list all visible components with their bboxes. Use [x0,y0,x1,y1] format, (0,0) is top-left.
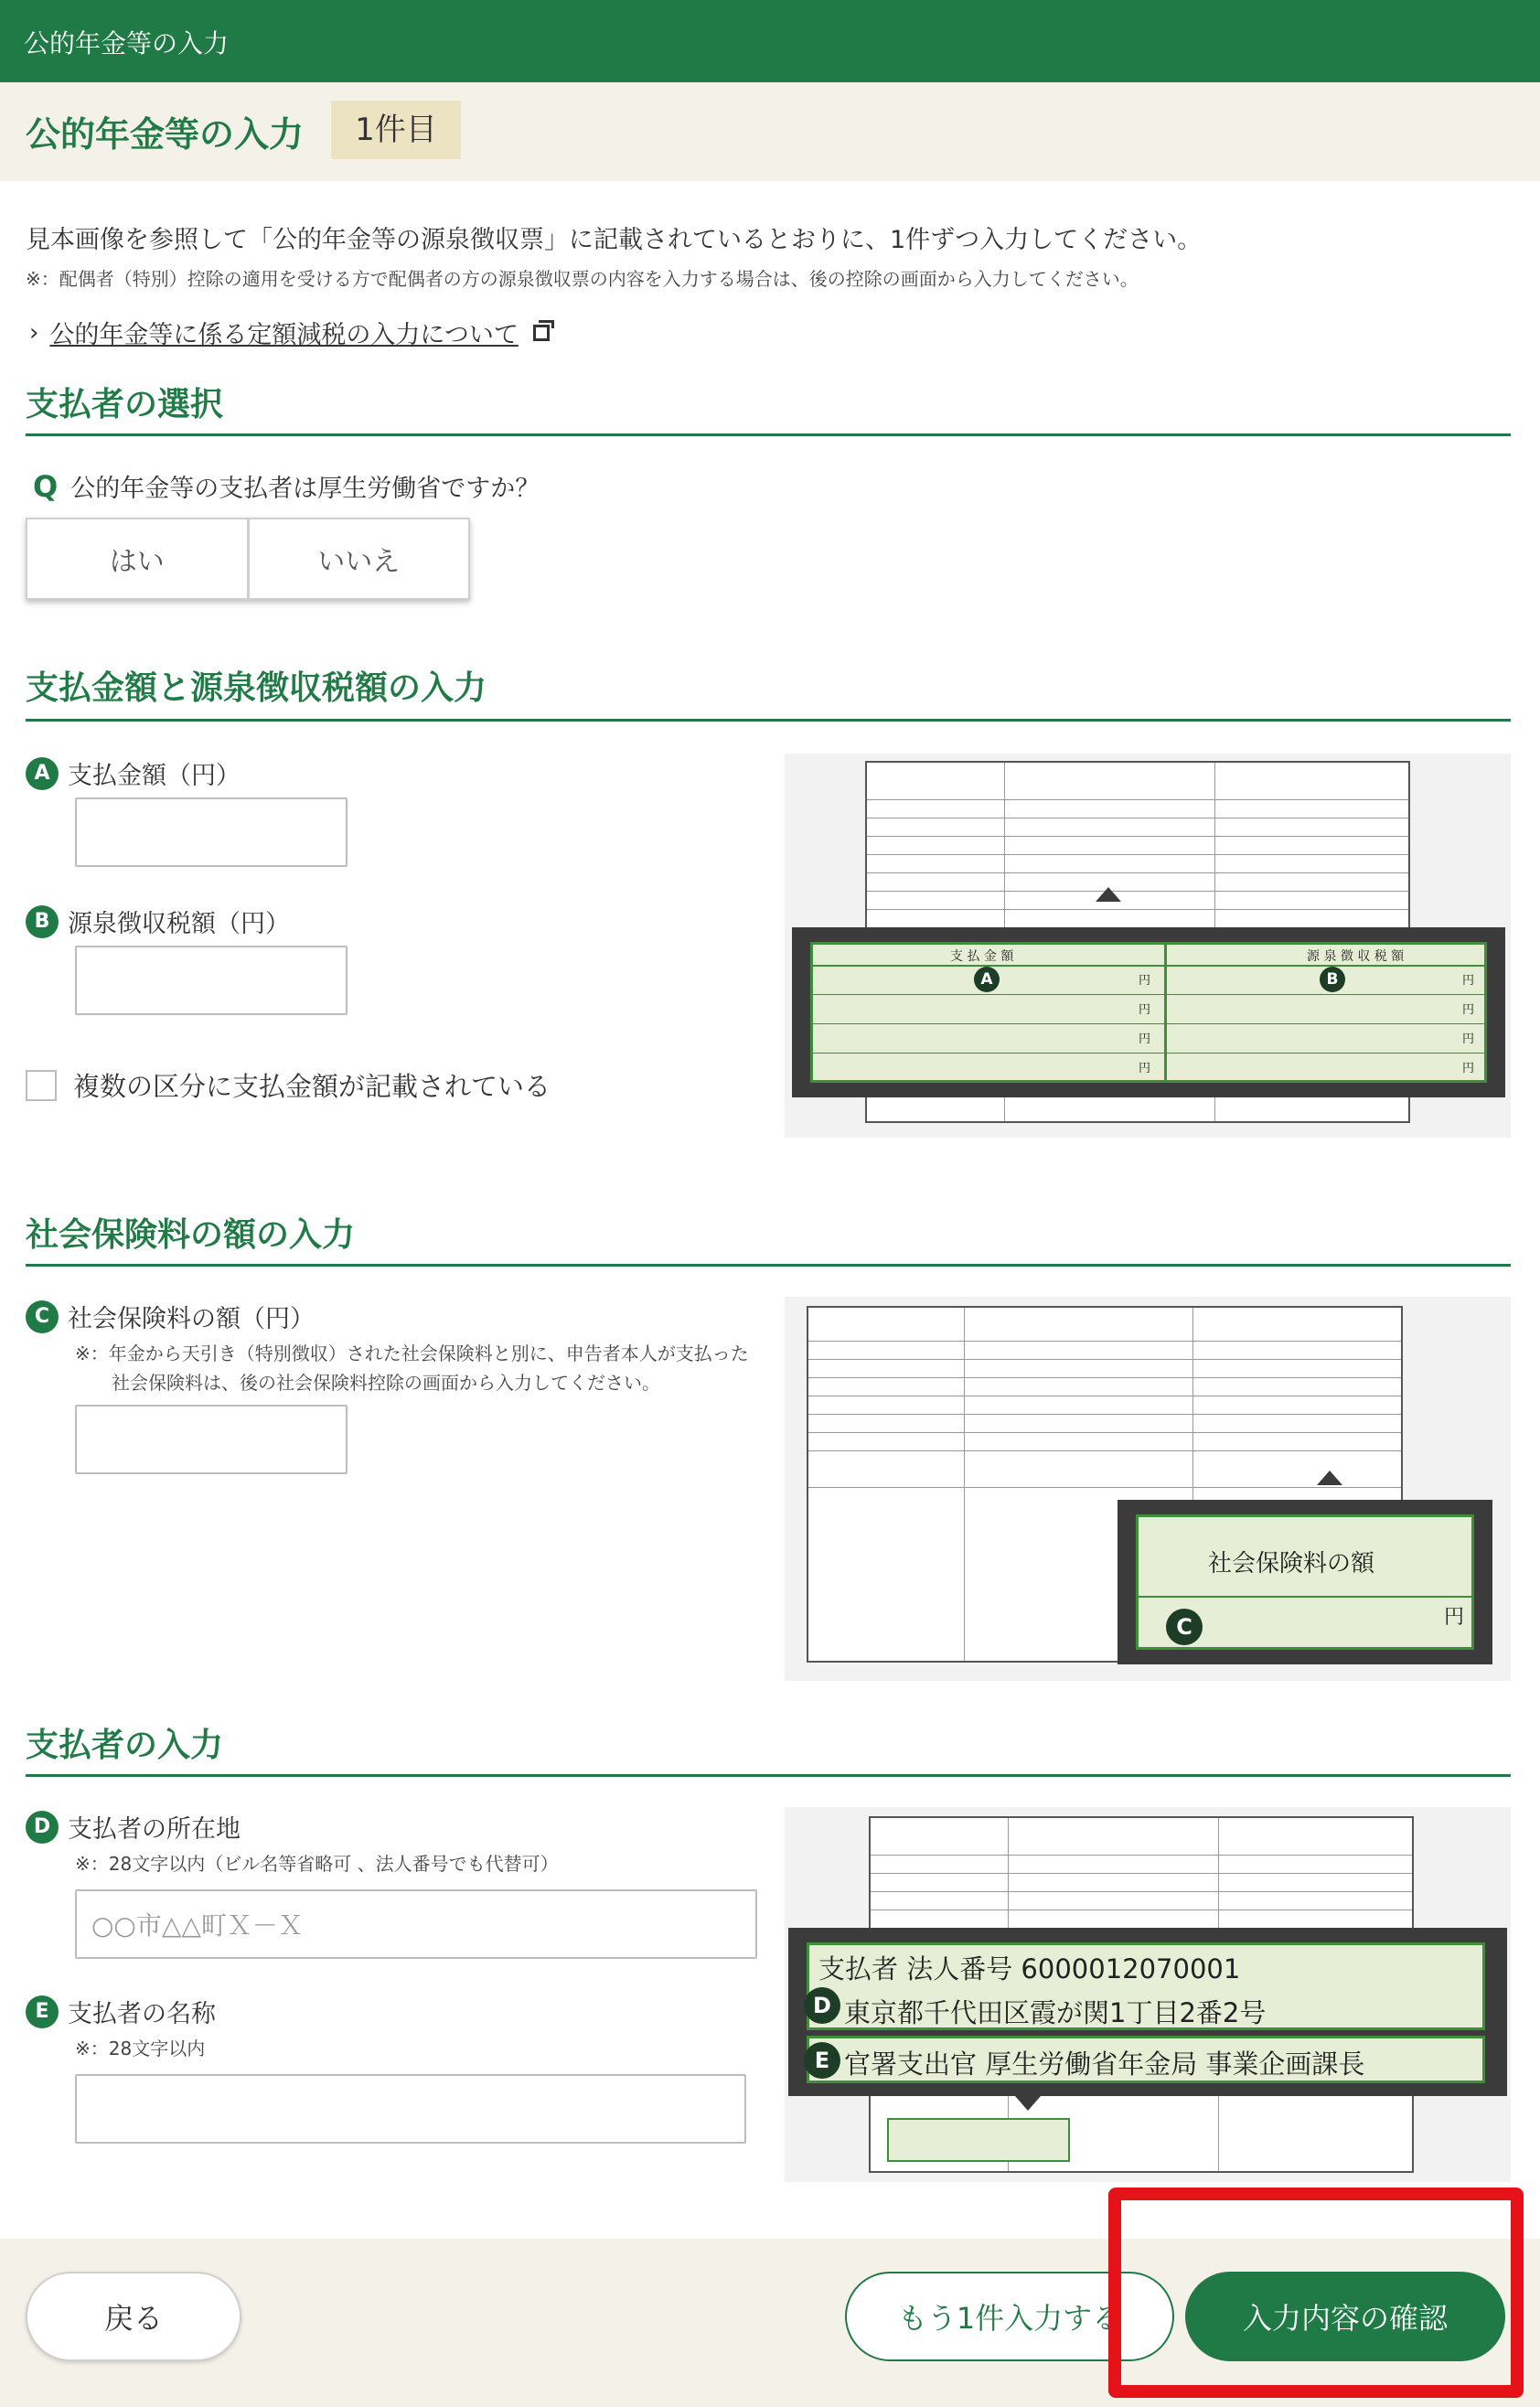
badge-e-icon: E [804,2042,840,2079]
intro-text: 見本画像を参照して「公的年金等の源泉徴収票」に記載されているとおりに、1件ずつ入力してください。 [26,226,1203,254]
social-insurance-note [75,1339,749,1397]
payer-name-input[interactable] [75,2074,746,2144]
social-insurance-label [26,1299,315,1334]
yes-button[interactable]: はい [26,518,249,600]
social-insurance-note-line1: ※：年金から天引き（特別徴収）された社会保険料と別に、申告者本人が支払った [75,1343,749,1364]
yen-label: 円 [1139,1032,1151,1046]
yen-label: 円 [1139,974,1151,988]
page-title: 公的年金等の入力 [26,114,305,155]
yen-label: 円 [1444,1606,1465,1629]
badge-c-icon: C [1166,1609,1203,1645]
section-title-payer-select: 支払者の選択 [26,386,224,423]
badge-a-icon: A [26,757,59,790]
no-button[interactable]: いいえ [249,518,471,600]
yen-label: 円 [1462,1003,1475,1017]
section-divider [26,719,1511,722]
withholding-tax-label-text: 源泉徴収税額（円） [68,910,290,938]
page-title-band [0,82,1540,181]
sample-payer-box [887,2118,1070,2162]
badge-b-icon: B [1320,967,1345,992]
badge-e-icon: E [26,1995,59,2028]
sample-image-social-insurance [785,1297,1511,1681]
sample-payer-line3: 官署支出官 厚生労働省年金局 事業企画課長 [844,2049,1365,2080]
badge-c-icon: C [26,1300,59,1333]
badge-d-icon: D [26,1811,59,1844]
callout-address-box [807,1942,1485,2030]
col-a-header: 支 払 金 額 [950,949,1014,964]
social-insurance-input[interactable] [75,1405,348,1474]
section-divider [26,1774,1511,1777]
header-bar-title: 公的年金等の入力 [24,28,230,59]
sample-payer-line1: 支払者 法人番号 6000012070001 [818,1953,1241,1984]
callout-table [810,942,1487,1083]
yen-label: 円 [1462,1032,1475,1046]
add-another-button[interactable]: もう1件入力する [845,2272,1174,2361]
confirm-input-button[interactable]: 入力内容の確認 [1185,2272,1505,2361]
col-b-header: 源 泉 徴 収 税 額 [1307,949,1405,964]
payment-amount-label-text: 支払金額（円） [68,762,241,790]
payer-yes-no-group [26,518,470,600]
help-link-label: 公的年金等に係る定額減税の入力について [49,321,519,349]
payer-name-label-text: 支払者の名称 [68,2000,216,2028]
payment-amount-label [26,755,241,791]
multi-category-checkbox-row[interactable] [26,1066,551,1104]
withholding-tax-label [26,904,290,939]
sample-image-amounts [785,754,1511,1138]
social-insurance-note-line2: 社会保険料は、後の社会保険料控除の画面から入力してください。 [112,1372,660,1394]
payer-name-note: ※：28文字以内 [75,2038,206,2059]
yen-label: 円 [1462,1062,1475,1075]
yen-label: 円 [1462,974,1475,988]
entry-count-badge: 1件目 [331,101,461,159]
external-window-icon [533,325,550,341]
yen-label: 円 [1139,1062,1151,1075]
highlight-annotation [1108,2188,1524,2398]
badge-d-icon: D [804,1987,840,2024]
sample-payer-line2: 東京都千代田区霞が関1丁目2番2号 [844,1997,1267,2028]
callout-name-box [807,2036,1485,2083]
section-title-payer-input: 支払者の入力 [26,1727,224,1764]
sample-image-payer [785,1807,1511,2182]
payer-question [33,468,540,504]
tax-reduction-help-link[interactable] [29,315,550,350]
intro-note: ※：配偶者（特別）控除の適用を受ける方で配偶者の方の源泉徴収票の内容を入力する場合は、後の控除の画面から入力してください。 [26,268,1139,290]
question-mark-icon: Q [33,468,59,504]
app-header-bar [0,0,1540,82]
sample-callout [792,927,1505,1097]
section-divider [26,433,1511,436]
callout-pointer [1015,2096,1041,2111]
payment-amount-input[interactable] [75,797,348,867]
badge-b-icon: B [26,905,59,938]
callout-title: 社会保険料の額 [1208,1550,1375,1578]
payer-address-input[interactable]: ○○市△△町Ｘ－Ｘ [75,1889,757,1959]
withholding-tax-input[interactable] [75,946,348,1015]
section-title-amounts: 支払金額と源泉徴収税額の入力 [26,669,487,707]
multi-category-checkbox[interactable] [26,1070,57,1101]
section-divider [26,1264,1511,1267]
payer-address-label-text: 支払者の所在地 [68,1815,241,1844]
payer-question-text: 公的年金等の支払者は厚生労働省ですか？ [70,475,540,503]
callout-pointer [1096,887,1121,902]
yen-label: 円 [1139,1003,1151,1017]
payer-address-note: ※：28文字以内（ビル名等省略可 、法人番号でも代替可） [75,1853,559,1875]
back-button[interactable]: 戻る [26,2272,241,2361]
payer-name-label [26,1994,216,2029]
social-insurance-label-text: 社会保険料の額（円） [68,1305,315,1333]
callout-pointer [1317,1471,1342,1485]
chevron-right-icon: › [29,318,39,347]
badge-a-icon: A [974,967,1000,992]
sample-callout [1118,1500,1492,1664]
payer-address-label [26,1809,241,1845]
section-title-social-insurance: 社会保険料の額の入力 [26,1216,356,1254]
multi-category-label: 複数の区分に支払金額が記載されている [73,1071,551,1102]
sample-callout [788,1928,1507,2096]
callout-table [1136,1514,1474,1650]
